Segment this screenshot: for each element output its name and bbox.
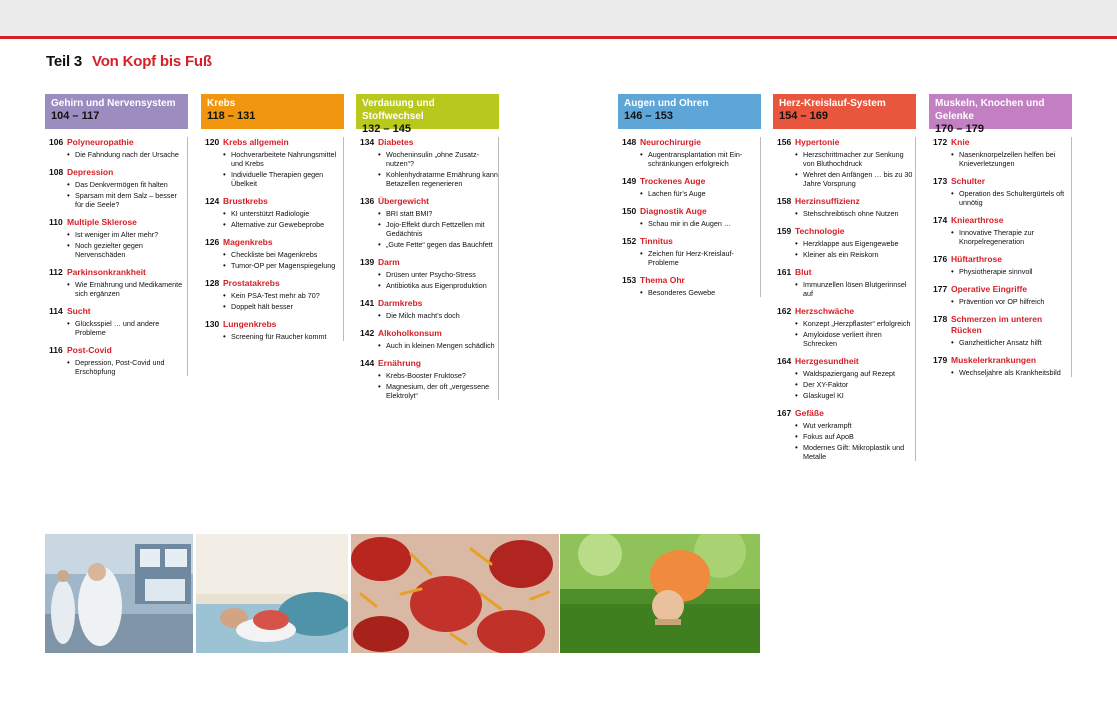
- section-entries: [201, 137, 344, 341]
- entry-article-list: [67, 319, 187, 337]
- article-title: • Innovative Therapie zur Knorpelregeneration: [951, 228, 1071, 246]
- entry-topic: Diabetes: [378, 137, 414, 147]
- entry-page-number: 126: [205, 237, 220, 247]
- entry-page-number: 174: [933, 215, 948, 225]
- toc-entry[interactable]: [933, 137, 1071, 168]
- entry-article-list: [951, 368, 1071, 377]
- article-title: • Auch in kleinen Mengen schädlich: [378, 341, 498, 350]
- entry-page-number: 156: [777, 137, 792, 147]
- entry-page-number: 110: [49, 217, 63, 227]
- entry-topic: Hypertonie: [795, 137, 840, 147]
- entry-topic: Lungenkrebs: [223, 319, 277, 329]
- article-title: • Jojo-Effekt durch Fettzellen mit Gedächtnis: [378, 220, 498, 238]
- entry-page-number: 120: [205, 137, 220, 147]
- entry-article-list: [951, 267, 1071, 276]
- toc-entry[interactable]: [933, 215, 1071, 246]
- article-title: • Der XY-Faktor: [795, 380, 915, 389]
- sleeping-photo: [196, 534, 348, 653]
- part-name: Von Kopf bis Fuß: [92, 53, 212, 70]
- entry-topic: Knie: [951, 137, 970, 147]
- entry-topic: Kniearthrose: [951, 215, 1004, 225]
- entry-topic: Blut: [795, 267, 812, 277]
- toc-entry[interactable]: [933, 314, 1071, 347]
- section-entries: [618, 137, 761, 297]
- entry-article-list: [378, 371, 498, 400]
- article-title: • Depression, Post-Covid und Erschöpfung: [67, 358, 187, 376]
- entry-page-number: 164: [777, 356, 792, 366]
- entry-topic: Depression: [67, 167, 114, 177]
- top-band: [0, 0, 1117, 36]
- article-title: • Kleiner als ein Reiskorn: [795, 250, 915, 259]
- article-title: • Prävention vor OP hilfreich: [951, 297, 1071, 306]
- entry-topic: Herzschwäche: [795, 306, 855, 316]
- entry-article-list: [640, 288, 760, 297]
- entry-topic: Darmkrebs: [378, 298, 423, 308]
- entry-topic: Post-Covid: [67, 345, 112, 355]
- entry-article-list: [223, 332, 343, 341]
- section-entries: [45, 137, 188, 376]
- entry-article-list: [795, 150, 915, 188]
- part-number: Teil 3: [46, 53, 83, 70]
- article-title: • Kein PSA-Test mehr ab 70?: [223, 291, 343, 300]
- toc-entry[interactable]: [205, 237, 343, 270]
- section-page-range: 146 – 153: [624, 110, 673, 122]
- article-title: • Besonderes Gewebe: [640, 288, 760, 297]
- article-title: • Noch gezielter gegen Nervenschäden: [67, 241, 187, 259]
- toc-entry[interactable]: [777, 356, 915, 400]
- entry-article-list: [795, 239, 915, 259]
- entry-topic: Multiple Sklerose: [67, 217, 137, 227]
- entry-topic: Prostatakrebs: [223, 278, 280, 288]
- toc-entry[interactable]: [360, 137, 498, 188]
- article-title: • Wocheninsulin „ohne Zusatz-nutzen“?: [378, 150, 498, 168]
- article-title: • Krebs-Booster Fruktose?: [378, 371, 498, 380]
- section-header: [929, 94, 1072, 135]
- article-title: • „Gute Fette“ gegen das Bauchfett: [378, 240, 498, 249]
- toc-entry[interactable]: [622, 275, 760, 297]
- entry-topic: Herzinsuffizienz: [795, 196, 860, 206]
- entry-page-number: 108: [49, 167, 64, 177]
- article-title: • Modernes Gift: Mikroplastik und Metalle: [795, 443, 915, 461]
- toc-entry[interactable]: [49, 306, 187, 337]
- entry-article-list: [951, 338, 1071, 347]
- entry-article-list: [795, 209, 915, 218]
- entry-article-list: [795, 280, 915, 298]
- section-title: Herz-Kreislauf-System: [779, 98, 886, 109]
- part-title: [46, 53, 212, 70]
- section-entries: [773, 137, 916, 461]
- article-title: • Die Milch macht’s doch: [378, 311, 498, 320]
- article-title: • Wut verkrampft: [795, 421, 915, 430]
- entry-article-list: [795, 319, 915, 348]
- toc-entry[interactable]: [360, 196, 498, 249]
- toc-entry[interactable]: [777, 226, 915, 259]
- entry-article-list: [67, 180, 187, 209]
- section-page-range: 118 – 131: [207, 110, 256, 122]
- entry-topic: Muskelerkrankungen: [951, 355, 1037, 365]
- article-title: • Die Fahndung nach der Ursache: [67, 150, 187, 159]
- entry-page-number: 136: [360, 196, 375, 206]
- entry-article-list: [67, 280, 187, 298]
- entry-article-list: [951, 228, 1071, 246]
- toc-entry[interactable]: [360, 257, 498, 290]
- entry-article-list: [378, 311, 498, 320]
- entry-page-number: 152: [622, 236, 637, 246]
- entry-article-list: [640, 189, 760, 198]
- entry-topic: Tinnitus: [640, 236, 673, 246]
- article-title: • KI unterstützt Radiologie: [223, 209, 343, 218]
- entry-article-list: [67, 150, 187, 159]
- section-entries: [929, 137, 1072, 377]
- entry-topic: Technologie: [795, 226, 845, 236]
- entry-article-list: [640, 150, 760, 168]
- entry-topic: Thema Ohr: [640, 275, 685, 285]
- entry-page-number: 134: [360, 137, 375, 147]
- toc-column: [45, 94, 188, 384]
- toc-entry[interactable]: [360, 328, 498, 350]
- entry-article-list: [223, 209, 343, 229]
- entry-page-number: 153: [622, 275, 637, 285]
- article-title: • Sparsam mit dem Salz – besser für die Seele?: [67, 191, 187, 209]
- toc-entry[interactable]: [777, 137, 915, 188]
- entry-page-number: 172: [933, 137, 948, 147]
- toc-entry[interactable]: [205, 278, 343, 311]
- entry-page-number: 112: [49, 267, 63, 277]
- section-page-range: 170 – 179: [935, 123, 984, 135]
- article-title: • Herzklappe aus Eigengewebe: [795, 239, 915, 248]
- section-title: Verdauung und Stoffwechsel: [362, 98, 435, 122]
- toc-entry[interactable]: [777, 306, 915, 348]
- entry-page-number: 106: [49, 137, 64, 147]
- article-title: • BRI statt BMI?: [378, 209, 498, 218]
- section-header: [773, 94, 916, 129]
- entry-topic: Magenkrebs: [223, 237, 273, 247]
- toc-entry[interactable]: [49, 167, 187, 209]
- article-title: • Wechseljahre als Krankheitsbild: [951, 368, 1071, 377]
- entry-page-number: 167: [777, 408, 792, 418]
- section-page-range: 154 – 169: [779, 110, 828, 122]
- section-page-range: 132 – 145: [362, 123, 411, 135]
- article-title: • Wehret den Anfängen … bis zu 30 Jahre Vorsprung: [795, 170, 915, 188]
- article-title: • Zeichen für Herz-Kreislauf-Probleme: [640, 249, 760, 267]
- entry-page-number: 178: [933, 314, 948, 324]
- article-title: • Drüsen unter Psycho-Stress: [378, 270, 498, 279]
- entry-topic: Trockenes Auge: [640, 176, 706, 186]
- article-title: • Magnesium, der oft „vergessene Elektrolyt“: [378, 382, 498, 400]
- article-title: • Alternative zur Gewebeprobe: [223, 220, 343, 229]
- section-title: Muskeln, Knochen und Gelenke: [935, 98, 1045, 122]
- entry-topic: Herzgesundheit: [795, 356, 859, 366]
- entry-page-number: 179: [933, 355, 948, 365]
- article-title: • Individuelle Therapien gegen Übelkeit: [223, 170, 343, 188]
- entry-page-number: 176: [933, 254, 948, 264]
- entry-article-list: [640, 249, 760, 267]
- toc-entry[interactable]: [49, 345, 187, 376]
- section-title: Augen und Ohren: [624, 98, 709, 109]
- entry-page-number: 139: [360, 257, 375, 267]
- article-title: • Wie Ernährung und Medikamente sich ergänzen: [67, 280, 187, 298]
- toc-entry[interactable]: [360, 298, 498, 320]
- entry-page-number: 144: [360, 358, 375, 368]
- toc-entry[interactable]: [360, 358, 498, 400]
- toc-entry[interactable]: [933, 176, 1071, 207]
- section-header: [45, 94, 188, 129]
- entry-topic: Übergewicht: [378, 196, 430, 206]
- article-title: • Ganzheitlicher Ansatz hilft: [951, 338, 1071, 347]
- toc-entry[interactable]: [622, 176, 760, 198]
- entry-article-list: [223, 291, 343, 311]
- entry-page-number: 159: [777, 226, 792, 236]
- entry-page-number: 173: [933, 176, 948, 186]
- blood-cells-illustration: [351, 534, 559, 653]
- entry-article-list: [951, 189, 1071, 207]
- accent-rule: [0, 36, 1117, 39]
- entry-article-list: [795, 421, 915, 461]
- article-title: • Kohlenhydratarme Ernährung kann Betazellen regenerieren: [378, 170, 498, 188]
- article-title: • Lachen für’s Auge: [640, 189, 760, 198]
- toc-entry[interactable]: [777, 196, 915, 218]
- entry-article-list: [223, 250, 343, 270]
- article-title: • Screening für Raucher kommt: [223, 332, 343, 341]
- toc-entry[interactable]: [933, 355, 1071, 377]
- toc-column: [929, 94, 1072, 385]
- article-title: • Glaskugel KI: [795, 391, 915, 400]
- article-title: • Augentransplantation mit Ein-schränkungen erfolgreich: [640, 150, 760, 168]
- toc-entry[interactable]: [205, 137, 343, 188]
- article-title: • Das Denkvermögen fit halten: [67, 180, 187, 189]
- entry-article-list: [951, 297, 1071, 306]
- entry-article-list: [640, 219, 760, 228]
- article-title: • Tumor-OP per Magenspiegelung: [223, 261, 343, 270]
- entry-topic: Hüftarthrose: [951, 254, 1003, 264]
- entry-topic: Ernährung: [378, 358, 421, 368]
- toc-entry[interactable]: [205, 319, 343, 341]
- toc-entry[interactable]: [49, 217, 187, 259]
- entry-page-number: 162: [777, 306, 792, 316]
- entry-page-number: 158: [777, 196, 792, 206]
- article-title: • Operation des Schultergürtels oft unnötig: [951, 189, 1071, 207]
- entry-article-list: [378, 270, 498, 290]
- entry-article-list: [223, 150, 343, 188]
- entry-article-list: [951, 150, 1071, 168]
- toc-column: [618, 94, 761, 305]
- entry-article-list: [378, 209, 498, 249]
- entry-page-number: 116: [49, 345, 63, 355]
- article-title: • Fokus auf ApoB: [795, 432, 915, 441]
- entry-topic: Alkoholkonsum: [378, 328, 442, 338]
- entry-page-number: 114: [49, 306, 63, 316]
- toc-column: [356, 94, 499, 408]
- toc-entry[interactable]: [622, 236, 760, 267]
- entry-article-list: [378, 341, 498, 350]
- article-title: • Herzschrittmacher zur Senkung von Bluthochdruck: [795, 150, 915, 168]
- entry-topic: Schmerzen im unteren Rücken: [951, 314, 1043, 335]
- article-title: • Schau mir in die Augen …: [640, 219, 760, 228]
- article-title: • Hochverarbeitete Nahrungsmittel und Krebs: [223, 150, 343, 168]
- entry-topic: Brustkrebs: [223, 196, 268, 206]
- section-header: [201, 94, 344, 129]
- entry-article-list: [795, 369, 915, 400]
- toc-entry[interactable]: [49, 137, 187, 159]
- toc-entry[interactable]: [777, 408, 915, 461]
- entry-topic: Operative Eingriffe: [951, 284, 1028, 294]
- article-title: • Amyloidose verliert ihren Schrecken: [795, 330, 915, 348]
- toc-column: [201, 94, 344, 349]
- article-title: • Stehschreibtisch ohne Nutzen: [795, 209, 915, 218]
- article-title: • Physiotherapie sinnvoll: [951, 267, 1071, 276]
- lab-photo: [45, 534, 193, 653]
- article-title: • Waldspaziergang auf Rezept: [795, 369, 915, 378]
- child-grass-photo: [560, 534, 760, 653]
- entry-page-number: 142: [360, 328, 375, 338]
- entry-topic: Krebs allgemein: [223, 137, 289, 147]
- toc-entry[interactable]: [777, 267, 915, 298]
- article-title: • Ist weniger im Alter mehr?: [67, 230, 187, 239]
- entry-topic: Gefäße: [795, 408, 824, 418]
- entry-topic: Polyneuropathie: [67, 137, 134, 147]
- toc-entry[interactable]: [933, 284, 1071, 306]
- entry-page-number: 161: [777, 267, 792, 277]
- article-title: • Konzept „Herzpflaster“ erfolgreich: [795, 319, 915, 328]
- entry-article-list: [67, 358, 187, 376]
- toc-entry[interactable]: [622, 137, 760, 168]
- article-title: • Glücksspiel … und andere Probleme: [67, 319, 187, 337]
- toc-entry[interactable]: [49, 267, 187, 298]
- article-title: • Antibiotika aus Eigenproduktion: [378, 281, 498, 290]
- article-title: • Doppelt hält besser: [223, 302, 343, 311]
- entry-page-number: 130: [205, 319, 220, 329]
- article-title: • Nasenknorpelzellen helfen bei Knieverletzungen: [951, 150, 1071, 168]
- entry-page-number: 124: [205, 196, 220, 206]
- toc-entry[interactable]: [622, 206, 760, 228]
- entry-page-number: 149: [622, 176, 637, 186]
- entry-page-number: 177: [933, 284, 948, 294]
- article-title: • Checkliste bei Magenkrebs: [223, 250, 343, 259]
- entry-page-number: 150: [622, 206, 637, 216]
- entry-topic: Parkinsonkrankheit: [67, 267, 146, 277]
- section-header: [618, 94, 761, 129]
- entry-article-list: [67, 230, 187, 259]
- entry-page-number: 148: [622, 137, 637, 147]
- entry-article-list: [378, 150, 498, 188]
- section-title: Krebs: [207, 98, 236, 109]
- entry-page-number: 128: [205, 278, 220, 288]
- entry-topic: Schulter: [951, 176, 986, 186]
- section-title: Gehirn und Nervensystem: [51, 98, 176, 109]
- entry-page-number: 141: [360, 298, 375, 308]
- article-title: • Immunzellen lösen Blutgerinnsel auf: [795, 280, 915, 298]
- section-page-range: 104 – 117: [51, 110, 100, 122]
- entry-topic: Neurochirurgie: [640, 137, 701, 147]
- toc-entry[interactable]: [205, 196, 343, 229]
- entry-topic: Diagnostik Auge: [640, 206, 707, 216]
- entry-topic: Sucht: [67, 306, 91, 316]
- entry-topic: Darm: [378, 257, 400, 267]
- section-header: [356, 94, 499, 135]
- toc-column: [773, 94, 916, 469]
- section-entries: [356, 137, 499, 400]
- toc-entry[interactable]: [933, 254, 1071, 276]
